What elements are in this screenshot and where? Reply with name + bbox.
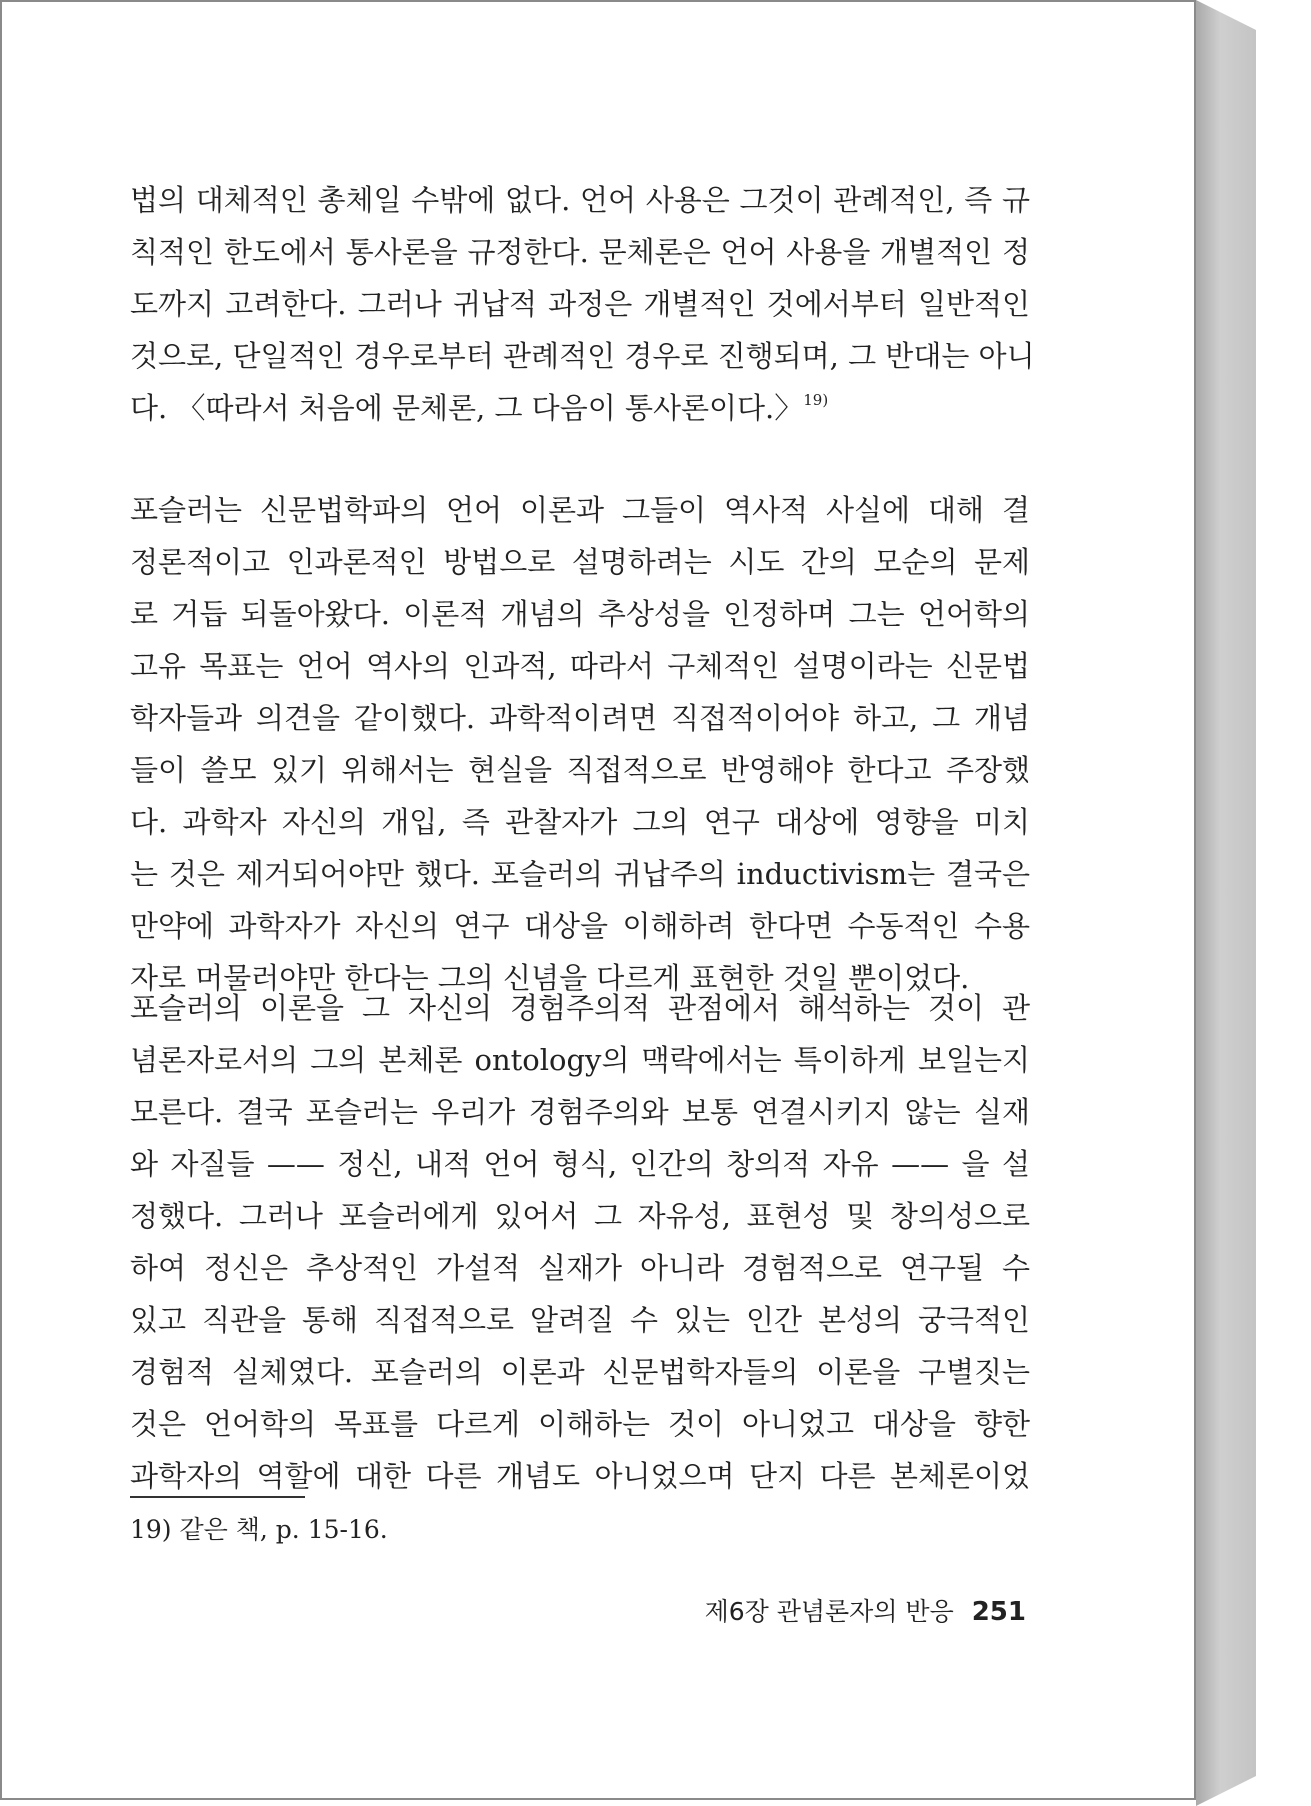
paragraph-1 [130,484,1030,1004]
text-line: 것으로, 단일적인 경우로부터 관례적인 경우로 진행되며, 그 반대는 아니 [130,339,1035,373]
text-line: 것은 언어학의 목표를 다르게 이해하는 것이 아니었고 대상을 향한 [130,1407,1030,1441]
text-line: 칙적인 한도에서 통사론을 규정한다. 문체론은 언어 사용을 개별적인 정 [130,235,1030,269]
text-line: 있고 직관을 통해 직접적으로 알려질 수 있는 인간 본성의 궁극적인 [130,1303,1030,1337]
text-line: 모른다. 결국 포슬러는 우리가 경험주의와 보통 연결시키지 않는 실재 [130,1095,1030,1129]
text-line: 도까지 고려한다. 그러나 귀납적 과정은 개별적인 것에서부터 일반적인 [130,287,1030,321]
text-line: 학자들과 의견을 같이했다. 과학적이려면 직접적이어야 하고, 그 개념 [130,701,1030,735]
book-spine-edge [1196,0,1256,1806]
running-footer [705,1592,1026,1628]
footnote: 19) 같은 책, p. 15-16. [130,1515,388,1544]
chapter-title: 제6장 관념론자의 반응 [704,1597,954,1626]
text-line: 정론적이고 인과론적인 방법으로 설명하려는 시도 간의 모순의 문제 [130,545,1030,579]
text-line: 다. 과학자 자신의 개입, 즉 관찰자가 그의 연구 대상에 영향을 미치 [130,805,1030,839]
text-line: 자로 머물러야만 한다는 그의 신념을 다르게 표현한 것일 뿐이었다. [130,961,970,995]
text-block-quote [130,174,1035,434]
text-line: 포슬러의 이론을 그 자신의 경험주의적 관점에서 해석하는 것이 관 [130,991,1030,1025]
text-line: 고유 목표는 언어 역사의 인과적, 따라서 구체적인 설명이라는 신문법 [130,649,1030,683]
text-line: 하여 정신은 추상적인 가설적 실재가 아니라 경험적으로 연구될 수 [130,1251,1030,1285]
text-line-with-footnote-ref [130,382,1030,434]
footnote-reference: 19) [803,391,829,409]
text-line: 정했다. 그러나 포슬러에게 있어서 그 자유성, 표현성 및 창의성으로 [130,1199,1030,1233]
text-line: 포슬러는 신문법학파의 언어 이론과 그들이 역사적 사실에 대해 결 [130,493,1030,527]
page-number: 251 [971,1597,1026,1627]
text-line: 다. 〈따라서 처음에 문체론, 그 다음이 통사론이다.〉 [130,391,804,425]
text-line: 만약에 과학자가 자신의 연구 대상을 이해하려 한다면 수동적인 수용 [130,909,1030,943]
text-line: 로 거듭 되돌아왔다. 이론적 개념의 추상성을 인정하며 그는 언어학의 [130,597,1030,631]
text-line: 법의 대체적인 총체일 수밖에 없다. 언어 사용은 그것이 관례적인, 즉 규 [130,183,1030,217]
text-line: 념론자로서의 그의 본체론 ontology의 맥락에서는 특이하게 보일는지 [130,1043,1030,1077]
footnote-divider [130,1496,305,1498]
text-line: 경험적 실체였다. 포슬러의 이론과 신문법학자들의 이론을 구별짓는 [130,1355,1030,1389]
text-line: 과학자의 역할에 대한 다른 개념도 아니었으며 단지 다른 본체론이었 [130,1459,1030,1493]
text-line: 들이 쓸모 있기 위해서는 현실을 직접적으로 반영해야 한다고 주장했 [130,753,1030,787]
paragraph-2 [130,982,1030,1502]
text-line: 와 자질들 —— 정신, 내적 언어 형식, 인간의 창의적 자유 —— 을 설 [130,1147,1030,1181]
text-line: 는 것은 제거되어야만 했다. 포슬러의 귀납주의 inductivism는 결국은 [130,857,1030,891]
